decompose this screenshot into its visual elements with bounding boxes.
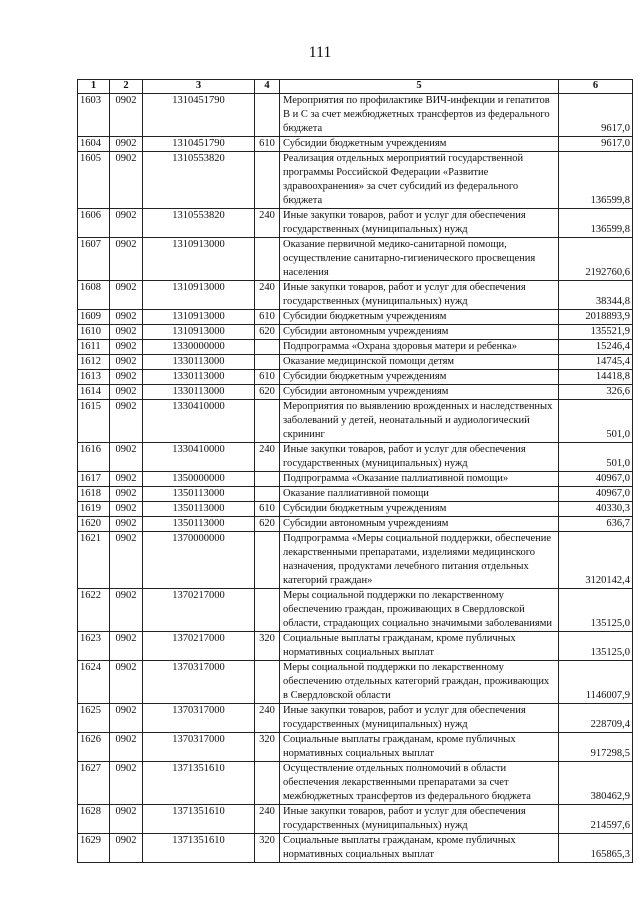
table-row bbox=[78, 340, 633, 355]
amount-cell: 501,0 bbox=[559, 443, 633, 472]
expense-type-cell bbox=[255, 340, 280, 355]
table-row bbox=[78, 94, 633, 137]
table-row bbox=[78, 661, 633, 704]
target-article-cell: 1330113000 bbox=[143, 385, 255, 400]
amount-cell: 1146007,9 bbox=[559, 661, 633, 704]
expense-type-cell bbox=[255, 355, 280, 370]
expense-type-cell bbox=[255, 589, 280, 632]
section-code-cell: 0902 bbox=[110, 517, 143, 532]
section-code-cell: 0902 bbox=[110, 632, 143, 661]
amount-cell: 135125,0 bbox=[559, 632, 633, 661]
item-name-cell: Иные закупки товаров, работ и услуг для обеспечения государственных (муниципальных) нужд bbox=[280, 805, 559, 834]
amount-cell: 14418,8 bbox=[559, 370, 633, 385]
row-number-cell: 1613 bbox=[78, 370, 110, 385]
item-name-cell: Мероприятия по выявлению врожденных и наследственных заболеваний у детей, неонатальный и аудиологический скрининг bbox=[280, 400, 559, 443]
row-number-cell: 1615 bbox=[78, 400, 110, 443]
table-row bbox=[78, 532, 633, 589]
header-col-2: 2 bbox=[110, 80, 143, 94]
expense-type-cell: 320 bbox=[255, 834, 280, 863]
section-code-cell: 0902 bbox=[110, 238, 143, 281]
expense-type-cell: 240 bbox=[255, 704, 280, 733]
row-number-cell: 1617 bbox=[78, 472, 110, 487]
section-code-cell: 0902 bbox=[110, 502, 143, 517]
target-article-cell: 1370317000 bbox=[143, 733, 255, 762]
amount-cell: 2018893,9 bbox=[559, 310, 633, 325]
section-code-cell: 0902 bbox=[110, 834, 143, 863]
expense-type-cell bbox=[255, 532, 280, 589]
table-row bbox=[78, 733, 633, 762]
target-article-cell: 1330113000 bbox=[143, 370, 255, 385]
section-code-cell: 0902 bbox=[110, 532, 143, 589]
page-number: 111 bbox=[308, 44, 332, 61]
expense-type-cell: 610 bbox=[255, 310, 280, 325]
target-article-cell: 1370317000 bbox=[143, 661, 255, 704]
table-row bbox=[78, 632, 633, 661]
target-article-cell: 1371351610 bbox=[143, 834, 255, 863]
amount-cell: 917298,5 bbox=[559, 733, 633, 762]
table-row bbox=[78, 400, 633, 443]
expense-type-cell: 610 bbox=[255, 137, 280, 152]
section-code-cell: 0902 bbox=[110, 385, 143, 400]
amount-cell: 380462,9 bbox=[559, 762, 633, 805]
section-code-cell: 0902 bbox=[110, 209, 143, 238]
expense-type-cell bbox=[255, 661, 280, 704]
section-code-cell: 0902 bbox=[110, 733, 143, 762]
section-code-cell: 0902 bbox=[110, 152, 143, 209]
target-article-cell: 1310451790 bbox=[143, 94, 255, 137]
header-row bbox=[78, 80, 633, 94]
section-code-cell: 0902 bbox=[110, 355, 143, 370]
target-article-cell: 1310913000 bbox=[143, 325, 255, 340]
amount-cell: 165865,3 bbox=[559, 834, 633, 863]
section-code-cell: 0902 bbox=[110, 472, 143, 487]
target-article-cell: 1310913000 bbox=[143, 281, 255, 310]
target-article-cell: 1350113000 bbox=[143, 487, 255, 502]
row-number-cell: 1621 bbox=[78, 532, 110, 589]
row-number-cell: 1610 bbox=[78, 325, 110, 340]
expense-type-cell bbox=[255, 152, 280, 209]
item-name-cell: Оказание паллиативной помощи bbox=[280, 487, 559, 502]
item-name-cell: Реализация отдельных мероприятий государственной программы Российской Федерации «Развитие здравоохранения» за счет субсидий из федерального бюджета bbox=[280, 152, 559, 209]
table-row bbox=[78, 152, 633, 209]
item-name-cell: Субсидии автономным учреждениям bbox=[280, 385, 559, 400]
header-col-4: 4 bbox=[255, 80, 280, 94]
target-article-cell: 1310553820 bbox=[143, 152, 255, 209]
table-row bbox=[78, 502, 633, 517]
item-name-cell: Оказание медицинской помощи детям bbox=[280, 355, 559, 370]
expense-type-cell: 610 bbox=[255, 370, 280, 385]
amount-cell: 14745,4 bbox=[559, 355, 633, 370]
expense-type-cell bbox=[255, 400, 280, 443]
row-number-cell: 1607 bbox=[78, 238, 110, 281]
table-row bbox=[78, 385, 633, 400]
section-code-cell: 0902 bbox=[110, 137, 143, 152]
amount-cell: 135125,0 bbox=[559, 589, 633, 632]
row-number-cell: 1612 bbox=[78, 355, 110, 370]
target-article-cell: 1310913000 bbox=[143, 310, 255, 325]
target-article-cell: 1330000000 bbox=[143, 340, 255, 355]
row-number-cell: 1626 bbox=[78, 733, 110, 762]
item-name-cell: Субсидии бюджетным учреждениям bbox=[280, 502, 559, 517]
expense-type-cell: 320 bbox=[255, 632, 280, 661]
row-number-cell: 1608 bbox=[78, 281, 110, 310]
row-number-cell: 1625 bbox=[78, 704, 110, 733]
section-code-cell: 0902 bbox=[110, 487, 143, 502]
expense-type-cell bbox=[255, 238, 280, 281]
row-number-cell: 1619 bbox=[78, 502, 110, 517]
header-col-1: 1 bbox=[78, 80, 110, 94]
table-row bbox=[78, 137, 633, 152]
expense-type-cell: 240 bbox=[255, 209, 280, 238]
table-row bbox=[78, 325, 633, 340]
target-article-cell: 1310451790 bbox=[143, 137, 255, 152]
item-name-cell: Меры социальной поддержки по лекарственному обеспечению отдельных категорий граждан, проживающих в Свердловской области bbox=[280, 661, 559, 704]
expense-type-cell: 240 bbox=[255, 805, 280, 834]
expense-type-cell: 620 bbox=[255, 517, 280, 532]
section-code-cell: 0902 bbox=[110, 661, 143, 704]
target-article-cell: 1310913000 bbox=[143, 238, 255, 281]
item-name-cell: Социальные выплаты гражданам, кроме публичных нормативных социальных выплат bbox=[280, 834, 559, 863]
amount-cell: 636,7 bbox=[559, 517, 633, 532]
target-article-cell: 1370217000 bbox=[143, 589, 255, 632]
amount-cell: 9617,0 bbox=[559, 94, 633, 137]
target-article-cell: 1370000000 bbox=[143, 532, 255, 589]
row-number-cell: 1603 bbox=[78, 94, 110, 137]
amount-cell: 3120142,4 bbox=[559, 532, 633, 589]
target-article-cell: 1371351610 bbox=[143, 805, 255, 834]
row-number-cell: 1616 bbox=[78, 443, 110, 472]
target-article-cell: 1371351610 bbox=[143, 762, 255, 805]
row-number-cell: 1627 bbox=[78, 762, 110, 805]
item-name-cell: Осуществление отдельных полномочий в области обеспечения лекарственными препаратами за счет межбюджетных трансфертов из федерального бюджета bbox=[280, 762, 559, 805]
amount-cell: 326,6 bbox=[559, 385, 633, 400]
section-code-cell: 0902 bbox=[110, 94, 143, 137]
section-code-cell: 0902 bbox=[110, 281, 143, 310]
target-article-cell: 1350000000 bbox=[143, 472, 255, 487]
item-name-cell: Подпрограмма «Оказание паллиативной помощи» bbox=[280, 472, 559, 487]
expense-type-cell bbox=[255, 472, 280, 487]
expense-type-cell: 240 bbox=[255, 443, 280, 472]
section-code-cell: 0902 bbox=[110, 400, 143, 443]
target-article-cell: 1330410000 bbox=[143, 443, 255, 472]
amount-cell: 214597,6 bbox=[559, 805, 633, 834]
row-number-cell: 1620 bbox=[78, 517, 110, 532]
target-article-cell: 1330410000 bbox=[143, 400, 255, 443]
row-number-cell: 1629 bbox=[78, 834, 110, 863]
expense-type-cell: 320 bbox=[255, 733, 280, 762]
section-code-cell: 0902 bbox=[110, 762, 143, 805]
target-article-cell: 1310553820 bbox=[143, 209, 255, 238]
row-number-cell: 1606 bbox=[78, 209, 110, 238]
table-row bbox=[78, 238, 633, 281]
row-number-cell: 1609 bbox=[78, 310, 110, 325]
table-row bbox=[78, 589, 633, 632]
amount-cell: 40330,3 bbox=[559, 502, 633, 517]
amount-cell: 135521,9 bbox=[559, 325, 633, 340]
amount-cell: 40967,0 bbox=[559, 487, 633, 502]
section-code-cell: 0902 bbox=[110, 310, 143, 325]
amount-cell: 501,0 bbox=[559, 400, 633, 443]
expense-type-cell bbox=[255, 487, 280, 502]
item-name-cell: Субсидии автономным учреждениям bbox=[280, 325, 559, 340]
section-code-cell: 0902 bbox=[110, 340, 143, 355]
table-row bbox=[78, 209, 633, 238]
row-number-cell: 1604 bbox=[78, 137, 110, 152]
item-name-cell: Мероприятия по профилактике ВИЧ-инфекции и гепатитов В и С за счет межбюджетных трансфертов из федерального бюджета bbox=[280, 94, 559, 137]
item-name-cell: Иные закупки товаров, работ и услуг для обеспечения государственных (муниципальных) нужд bbox=[280, 209, 559, 238]
table-row bbox=[78, 487, 633, 502]
row-number-cell: 1611 bbox=[78, 340, 110, 355]
table-row bbox=[78, 355, 633, 370]
section-code-cell: 0902 bbox=[110, 704, 143, 733]
table-row bbox=[78, 805, 633, 834]
header-col-5: 5 bbox=[280, 80, 559, 94]
item-name-cell: Субсидии бюджетным учреждениям bbox=[280, 310, 559, 325]
table-row bbox=[78, 281, 633, 310]
item-name-cell: Социальные выплаты гражданам, кроме публичных нормативных социальных выплат bbox=[280, 733, 559, 762]
target-article-cell: 1370317000 bbox=[143, 704, 255, 733]
expense-type-cell: 240 bbox=[255, 281, 280, 310]
amount-cell: 136599,8 bbox=[559, 209, 633, 238]
row-number-cell: 1622 bbox=[78, 589, 110, 632]
expense-type-cell: 610 bbox=[255, 502, 280, 517]
amount-cell: 228709,4 bbox=[559, 704, 633, 733]
row-number-cell: 1614 bbox=[78, 385, 110, 400]
row-number-cell: 1618 bbox=[78, 487, 110, 502]
target-article-cell: 1350113000 bbox=[143, 502, 255, 517]
row-number-cell: 1624 bbox=[78, 661, 110, 704]
section-code-cell: 0902 bbox=[110, 443, 143, 472]
item-name-cell: Подпрограмма «Охрана здоровья матери и ребенка» bbox=[280, 340, 559, 355]
budget-table bbox=[77, 79, 633, 863]
table-row bbox=[78, 834, 633, 863]
row-number-cell: 1605 bbox=[78, 152, 110, 209]
item-name-cell: Иные закупки товаров, работ и услуг для обеспечения государственных (муниципальных) нужд bbox=[280, 281, 559, 310]
section-code-cell: 0902 bbox=[110, 589, 143, 632]
row-number-cell: 1623 bbox=[78, 632, 110, 661]
item-name-cell: Субсидии автономным учреждениям bbox=[280, 517, 559, 532]
table-row bbox=[78, 472, 633, 487]
item-name-cell: Иные закупки товаров, работ и услуг для обеспечения государственных (муниципальных) нужд bbox=[280, 443, 559, 472]
row-number-cell: 1628 bbox=[78, 805, 110, 834]
table-row bbox=[78, 443, 633, 472]
item-name-cell: Иные закупки товаров, работ и услуг для обеспечения государственных (муниципальных) нужд bbox=[280, 704, 559, 733]
amount-cell: 38344,8 bbox=[559, 281, 633, 310]
item-name-cell: Субсидии бюджетным учреждениям bbox=[280, 137, 559, 152]
item-name-cell: Меры социальной поддержки по лекарственному обеспечению граждан, проживающих в Свердловской области, страдающих социально значимыми заболеваниями bbox=[280, 589, 559, 632]
target-article-cell: 1330113000 bbox=[143, 355, 255, 370]
item-name-cell: Подпрограмма «Меры социальной поддержки, обеспечение лекарственными препаратами, изделиями медицинского назначения, продуктами лечебного питания отдельных категорий граждан» bbox=[280, 532, 559, 589]
table-row bbox=[78, 762, 633, 805]
table-row bbox=[78, 310, 633, 325]
amount-cell: 15246,4 bbox=[559, 340, 633, 355]
table-row bbox=[78, 517, 633, 532]
section-code-cell: 0902 bbox=[110, 370, 143, 385]
expense-type-cell: 620 bbox=[255, 385, 280, 400]
amount-cell: 2192760,6 bbox=[559, 238, 633, 281]
amount-cell: 40967,0 bbox=[559, 472, 633, 487]
section-code-cell: 0902 bbox=[110, 325, 143, 340]
expense-type-cell: 620 bbox=[255, 325, 280, 340]
amount-cell: 9617,0 bbox=[559, 137, 633, 152]
expense-type-cell bbox=[255, 762, 280, 805]
item-name-cell: Субсидии бюджетным учреждениям bbox=[280, 370, 559, 385]
header-col-3: 3 bbox=[143, 80, 255, 94]
item-name-cell: Оказание первичной медико-санитарной помощи, осуществление санитарно-гигиенического просвещения населения bbox=[280, 238, 559, 281]
table-row bbox=[78, 370, 633, 385]
table-row bbox=[78, 704, 633, 733]
amount-cell: 136599,8 bbox=[559, 152, 633, 209]
section-code-cell: 0902 bbox=[110, 805, 143, 834]
target-article-cell: 1370217000 bbox=[143, 632, 255, 661]
header-col-6: 6 bbox=[559, 80, 633, 94]
expense-type-cell bbox=[255, 94, 280, 137]
target-article-cell: 1350113000 bbox=[143, 517, 255, 532]
item-name-cell: Социальные выплаты гражданам, кроме публичных нормативных социальных выплат bbox=[280, 632, 559, 661]
